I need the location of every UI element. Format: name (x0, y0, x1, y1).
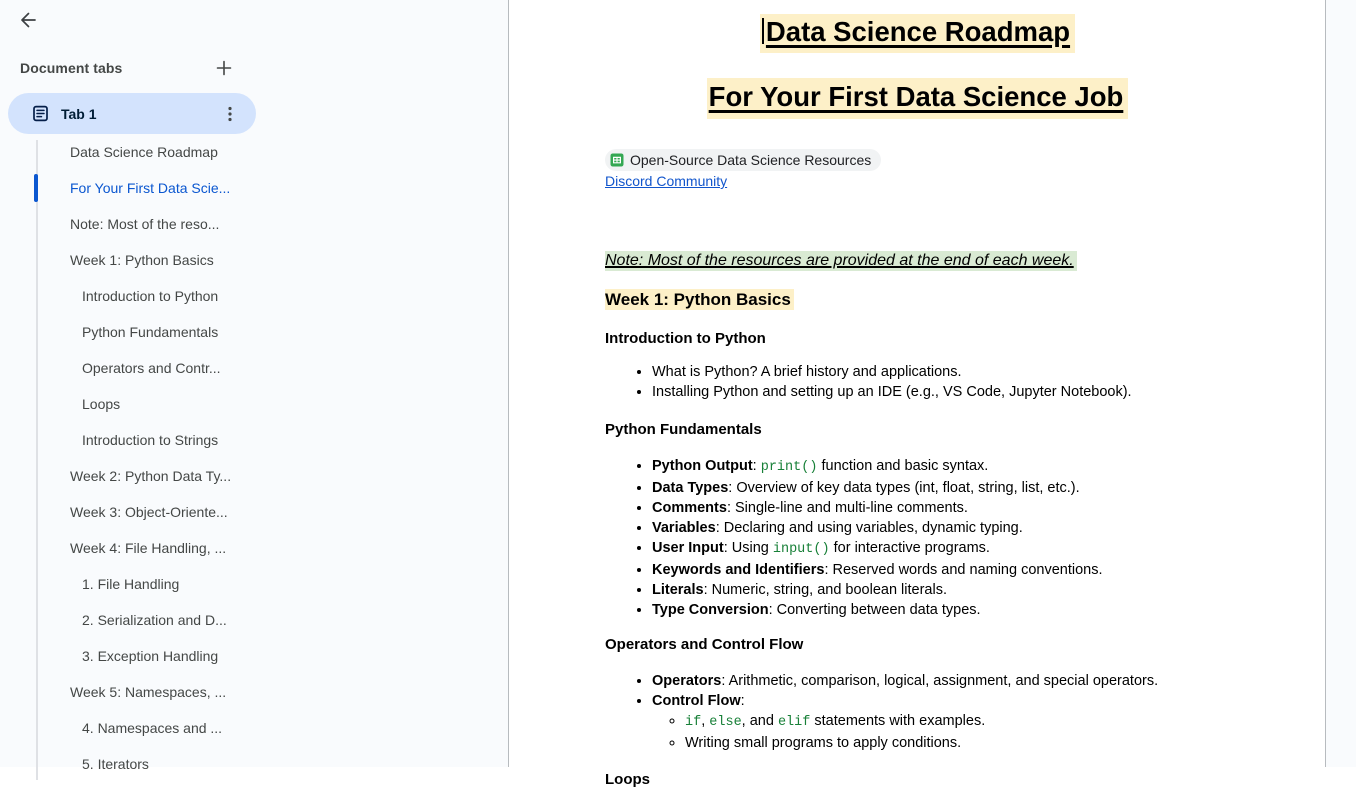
list-item-bold: Data Types (652, 480, 729, 496)
document-tab-icon (32, 105, 49, 122)
list-item-text: What is Python? A brief history and applications. (652, 364, 962, 380)
tab-item-tab1[interactable] (8, 93, 256, 134)
page-right-gutter (1325, 0, 1356, 767)
intro-bullet-list (605, 362, 1230, 402)
list-item-text: : Converting between data types. (768, 602, 981, 618)
list-item-bold: Variables (652, 520, 716, 536)
outline-item-label: 4. Namespaces and ... (82, 720, 223, 736)
back-arrow-icon (18, 10, 38, 30)
outline-item-label: 3. Exception Handling (82, 648, 219, 664)
link-row (605, 173, 1230, 191)
section-heading-intro: Introduction to Python (605, 330, 766, 347)
outline-item[interactable] (0, 134, 300, 170)
list-item-text: : Reserved words and naming conventions. (824, 562, 1103, 578)
outline-item-active[interactable] (0, 170, 300, 206)
outline-item[interactable] (0, 422, 300, 458)
inline-code: input() (772, 542, 830, 557)
outline-item[interactable] (0, 206, 300, 242)
list-item (652, 362, 1230, 382)
list-item-bold: Control Flow (652, 693, 741, 709)
outline-item-label: Week 4: File Handling, ... (70, 540, 227, 556)
outline-item[interactable] (0, 530, 300, 566)
week1-heading-row (605, 290, 1230, 310)
list-item-text: : Arithmetic, comparison, logical, assignment, and special operators. (721, 673, 1159, 689)
sheets-icon (610, 153, 624, 167)
outline-item-label: Python Fundamentals (82, 324, 219, 340)
outline-item-label: Operators and Contr... (82, 360, 221, 376)
list-item (685, 711, 1230, 733)
discord-community-link[interactable]: Discord Community (605, 173, 728, 189)
tabs-header (20, 56, 236, 80)
active-indicator (34, 174, 38, 202)
outline-item[interactable] (0, 602, 300, 638)
outline-item-label: Introduction to Strings (82, 432, 219, 448)
list-item-text: : Numeric, string, and boolean literals. (703, 582, 947, 598)
outline-item[interactable] (0, 674, 300, 710)
list-item (652, 456, 1230, 478)
outline-item[interactable] (0, 710, 300, 746)
operators-bullet-list (605, 671, 1230, 753)
list-item-text: : Using (723, 540, 773, 556)
list-item-text: , and (741, 713, 778, 729)
note-row (605, 252, 1230, 270)
add-tab-button[interactable] (212, 56, 236, 80)
list-item-text: , (701, 713, 710, 729)
week1-heading: Week 1: Python Basics (605, 289, 794, 310)
outline-item-label: Week 1: Python Basics (70, 252, 214, 268)
outline-item[interactable] (0, 566, 300, 602)
control-flow-sub-list (652, 711, 1230, 753)
list-item (652, 691, 1230, 753)
text-cursor (762, 18, 764, 44)
section-heading-operators: Operators and Control Flow (605, 636, 804, 653)
outline-item[interactable] (0, 278, 300, 314)
section-heading-fundamentals: Python Fundamentals (605, 421, 762, 438)
inline-code: elif (777, 715, 811, 730)
doc-subtitle-row (605, 78, 1230, 120)
inline-code: else (709, 715, 742, 730)
list-item (652, 382, 1230, 402)
document-canvas[interactable] (510, 0, 1325, 788)
list-item-text: : Overview of key data types (int, float, string, list, etc.). (728, 480, 1080, 496)
list-item-text: : (740, 693, 745, 709)
tab-options-button[interactable] (222, 105, 238, 123)
outline-item-label: 1. File Handling (82, 576, 180, 592)
chip-label: Open-Source Data Science Resources (630, 152, 872, 168)
doc-subtitle: For Your First Data Science Job (707, 78, 1129, 119)
outline-item-label: Data Science Roadmap (70, 144, 218, 160)
outline-item-label: 2. Serialization and D... (82, 612, 227, 628)
fundamentals-bullet-list (605, 456, 1230, 620)
list-item-text: : Single-line and multi-line comments. (726, 500, 968, 516)
list-item-text: : Declaring and using variables, dynamic typing. (715, 520, 1023, 536)
document-outline (0, 134, 300, 782)
outline-item-label: Week 2: Python Data Ty... (70, 468, 232, 484)
list-item-text: for interactive programs. (829, 540, 990, 556)
outline-item-label: For Your First Data Scie... (70, 180, 231, 196)
list-item-text: : (752, 458, 761, 474)
inline-code: if (685, 715, 702, 730)
outline-item-label: Note: Most of the reso... (70, 216, 220, 232)
outline-item-label: Introduction to Python (82, 288, 219, 304)
outline-item[interactable] (0, 386, 300, 422)
smart-chip-sheets-link[interactable] (605, 149, 881, 171)
list-item (652, 671, 1230, 691)
tabs-header-title: Document tabs (20, 60, 123, 76)
list-item-bold: Keywords and Identifiers (652, 562, 825, 578)
document-tabs-sidebar (0, 0, 509, 772)
outline-item[interactable] (0, 242, 300, 278)
section-heading-loops: Loops (605, 771, 650, 788)
list-item (652, 580, 1230, 600)
doc-title-text: Data Science Roadmap (765, 16, 1071, 47)
inline-code: print() (760, 460, 818, 475)
list-item-bold: Literals (652, 582, 704, 598)
kebab-menu-icon (222, 105, 238, 123)
list-item-bold: Comments (652, 500, 727, 516)
list-item (652, 538, 1230, 560)
outline-item[interactable] (0, 458, 300, 494)
outline-item[interactable] (0, 494, 300, 530)
outline-item[interactable] (0, 638, 300, 674)
outline-item-label: 5. Iterators (82, 756, 149, 772)
outline-item-label: Week 5: Namespaces, ... (70, 684, 227, 700)
list-item-bold: Python Output (652, 458, 753, 474)
list-item-text: function and basic syntax. (817, 458, 989, 474)
plus-icon (215, 59, 233, 77)
outline-item-label: Loops (82, 396, 121, 412)
outline-item[interactable] (0, 314, 300, 350)
outline-item[interactable] (0, 350, 300, 386)
list-item-text: Writing small programs to apply conditions. (685, 735, 962, 751)
list-item (652, 560, 1230, 580)
list-item (652, 498, 1230, 518)
back-button[interactable] (11, 3, 45, 37)
tab-label: Tab 1 (61, 105, 97, 122)
list-item (652, 518, 1230, 538)
list-item-bold: Operators (652, 673, 722, 689)
doc-title (760, 14, 1075, 53)
list-item-bold: User Input (652, 540, 724, 556)
list-item-bold: Type Conversion (652, 602, 769, 618)
note-text: Note: Most of the resources are provided at the end of each week. (605, 251, 1077, 271)
list-item (652, 600, 1230, 620)
outline-item[interactable] (0, 746, 300, 782)
list-item (652, 478, 1230, 498)
outline-item-label: Week 3: Object-Oriente... (70, 504, 228, 520)
chip-row (605, 149, 1230, 172)
doc-title-row (605, 14, 1230, 54)
list-item-text: statements with examples. (810, 713, 986, 729)
list-item-text: Installing Python and setting up an IDE (e.g., VS Code, Jupyter Notebook). (652, 384, 1132, 400)
list-item (685, 733, 1230, 753)
